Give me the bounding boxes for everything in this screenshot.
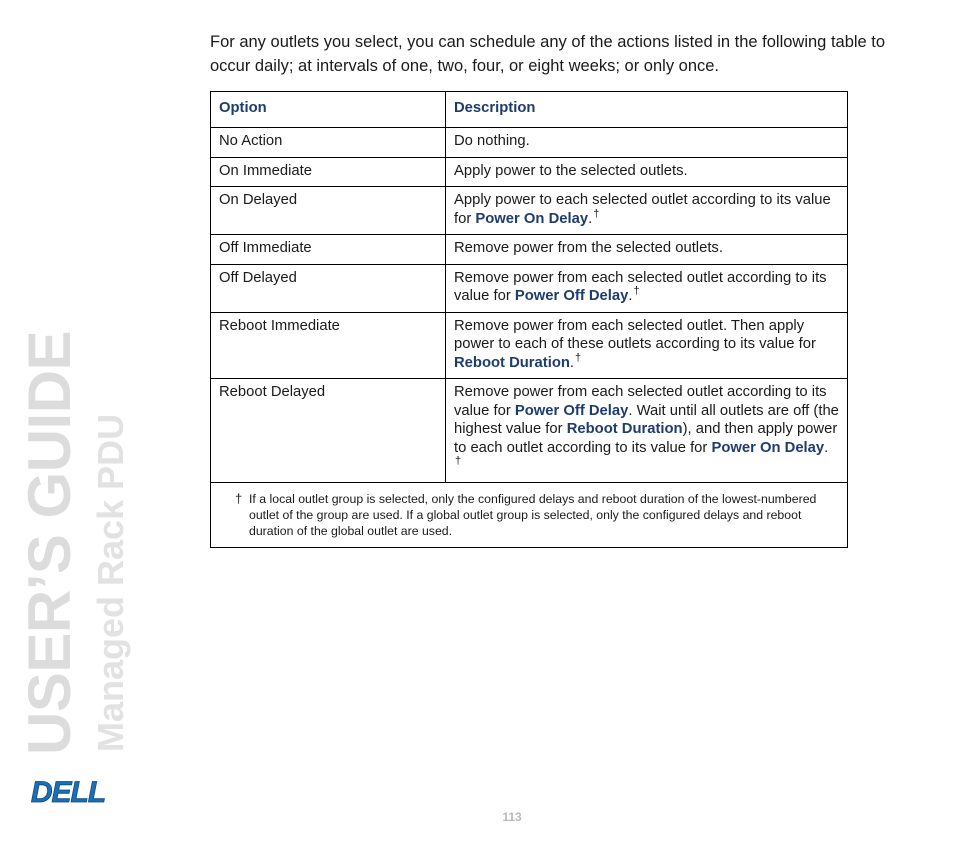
description-text: . <box>569 354 575 371</box>
sidebar-subtitle: Managed Rack PDU <box>90 413 131 752</box>
description-text: Remove power from each selected outlet. Then apply power to each of these outlets according to its value for <box>454 317 816 352</box>
dell-logo-text: DELL <box>30 776 106 806</box>
table-row <box>211 187 848 235</box>
header-option: Option <box>211 92 446 128</box>
table-row <box>211 312 848 379</box>
keyword-reboot-duration: Reboot Duration <box>454 354 570 371</box>
dagger-mark: † <box>455 455 462 467</box>
dagger-mark: † <box>593 207 600 220</box>
description-cell: Apply power to the selected outlets. <box>446 157 848 187</box>
option-cell: Reboot Delayed <box>211 379 446 483</box>
description-cell: Do nothing. <box>446 128 848 158</box>
page-number: 113 <box>502 810 522 824</box>
intro-paragraph: For any outlets you select, you can schedule any of the actions listed in the following table to occur daily; at intervals of one, two, four, or eight weeks; or only once. <box>210 33 886 75</box>
description-text: ), and then apply power to each outlet according to its value for <box>454 421 838 456</box>
table-row <box>211 128 848 158</box>
description-text: Apply power to each selected outlet according to its value for <box>454 192 831 227</box>
description-cell <box>446 264 848 312</box>
description-text: Remove power from each selected outlet according to its value for <box>454 269 827 304</box>
description-text: Remove power from each selected outlet according to its value for <box>454 384 827 419</box>
header-description: Description <box>446 92 848 128</box>
option-cell: On Immediate <box>211 157 446 187</box>
sidebar-title: USER’S GUIDE <box>16 330 83 755</box>
options-table <box>210 91 848 548</box>
dagger-mark: † <box>575 351 582 364</box>
table-row <box>211 264 848 312</box>
keyword-reboot-duration: Reboot Duration <box>566 421 683 437</box>
dell-logo <box>25 776 111 806</box>
keyword-power-off-delay: Power Off Delay <box>514 288 629 304</box>
keyword-power-on-delay: Power On Delay <box>711 439 825 456</box>
description-cell <box>446 312 848 379</box>
option-cell: No Action <box>211 128 446 158</box>
description-cell <box>446 187 848 235</box>
option-cell: Off Delayed <box>211 264 446 312</box>
dagger-mark: † <box>633 285 640 297</box>
description-text: . <box>824 439 829 456</box>
option-cell: Off Immediate <box>211 235 446 265</box>
footnote-dagger: † <box>235 490 243 506</box>
footnote-row <box>211 482 848 547</box>
keyword-power-off-delay: Power Off Delay <box>514 402 629 419</box>
table-row <box>211 379 848 483</box>
table-row <box>211 157 848 187</box>
description-text: . <box>588 210 593 227</box>
description-cell <box>446 379 848 483</box>
keyword-power-on-delay: Power On Delay <box>475 210 589 227</box>
description-text: . <box>628 288 633 304</box>
description-text: . Wait until all outlets are off (the highest value for <box>454 402 839 437</box>
table-row <box>211 235 848 265</box>
footnote-text: If a local outlet group is selected, only the configured delays and reboot duration of the lowest-numbered outlet of the group are used. If a global outlet group is selected, only the configured delays and reboot duration of the global outlet are used. <box>249 491 817 538</box>
table-header-row <box>211 92 848 128</box>
option-cell: Reboot Immediate <box>211 312 446 379</box>
description-cell: Remove power from the selected outlets. <box>446 235 848 265</box>
footnote-cell <box>211 482 848 547</box>
option-cell: On Delayed <box>211 187 446 235</box>
